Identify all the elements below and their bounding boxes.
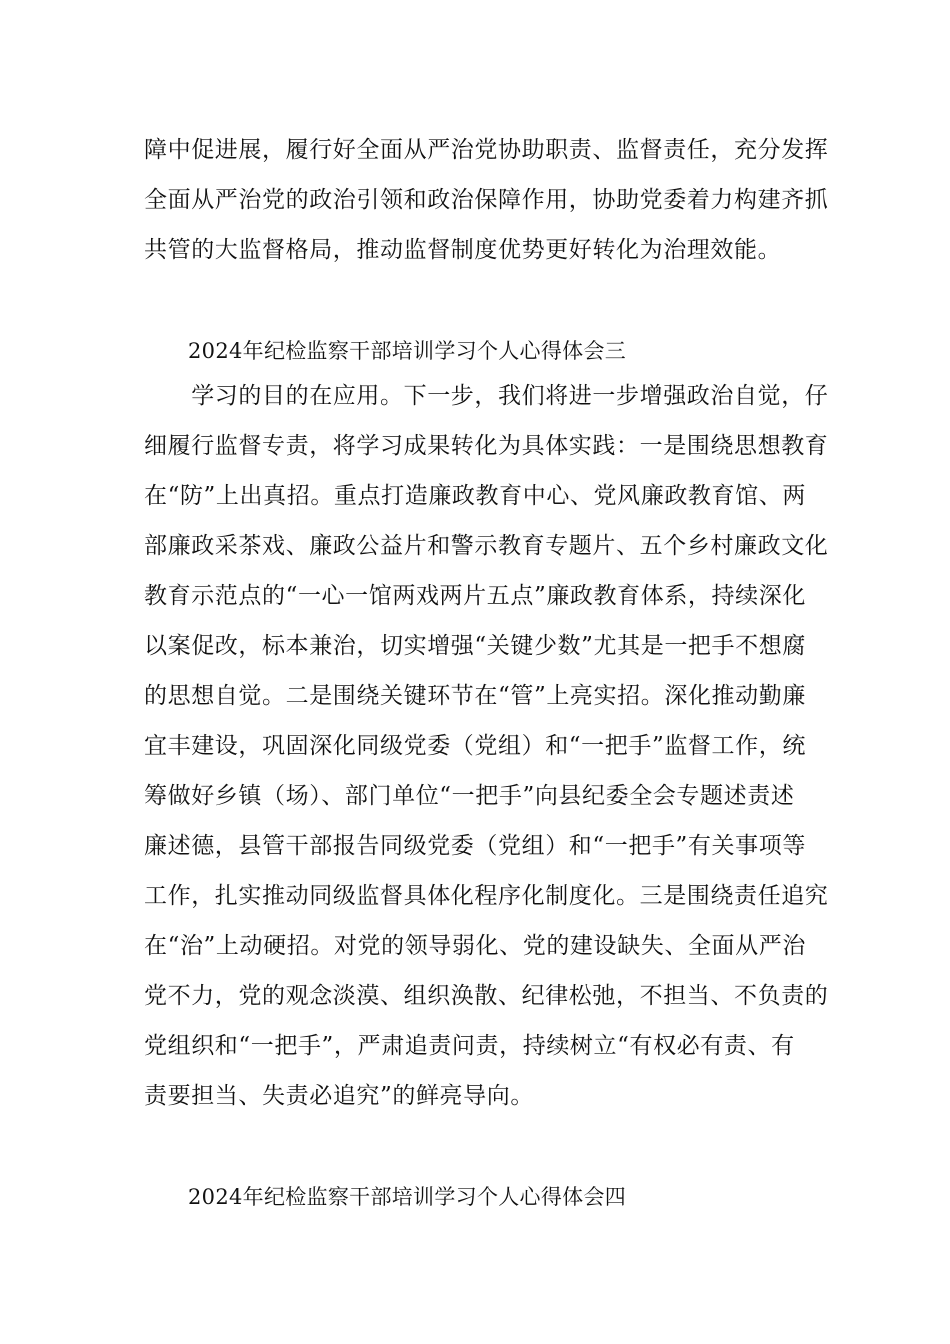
text-line: 以案促改，标本兼治，切实增强“关键少数”尤其是一把手不想腐 bbox=[144, 633, 806, 659]
text-line: 工作，扎实推动同级监督具体化程序化制度化。三是围绕责任追究 bbox=[144, 883, 829, 909]
text-line: 筹做好乡镇（场）、部门单位“一把手”向县纪委全会专题述责述 bbox=[144, 783, 795, 809]
text-line: 全面从严治党的政治引领和政治保障作用，协助党委着力构建齐抓 bbox=[144, 187, 829, 213]
text-line: 党不力，党的观念淡漠、组织涣散、纪律松弛，不担当、不负责的 bbox=[144, 983, 829, 1009]
text-line: 廉述德，县管干部报告同级党委（党组）和“一把手”有关事项等 bbox=[144, 833, 806, 859]
text-line: 障中促进展，履行好全面从严治党协助职责、监督责任，充分发挥 bbox=[144, 137, 829, 163]
text-line: 党组织和“一把手”，严肃追责问责，持续树立“有权必有责、有 bbox=[144, 1033, 795, 1059]
text-line: 学习的目的在应用。下一步，我们将进一步增强政治自觉，仔 bbox=[144, 383, 829, 409]
text-line: 细履行监督专责，将学习成果转化为具体实践：一是围绕思想教育 bbox=[144, 433, 829, 459]
section-heading-three: 2024年纪检监察干部培训学习个人心得体会三 bbox=[188, 339, 627, 363]
text-line: 部廉政采茶戏、廉政公益片和警示教育专题片、五个乡村廉政文化 bbox=[144, 533, 829, 559]
paragraph-body bbox=[144, 371, 829, 1121]
text-line: 共管的大监督格局，推动监督制度优势更好转化为治理效能。 bbox=[144, 237, 782, 263]
text-line: 在“防”上出真招。重点打造廉政教育中心、党风廉政教育馆、两 bbox=[144, 483, 806, 509]
text-line: 宜丰建设，巩固深化同级党委（党组）和“一把手”监督工作，统 bbox=[144, 733, 806, 759]
section-heading-four: 2024年纪检监察干部培训学习个人心得体会四 bbox=[188, 1185, 627, 1209]
text-line: 的思想自觉。二是围绕关键环节在“管”上亮实招。深化推动勤廉 bbox=[144, 683, 806, 709]
text-line: 责要担当、失责必追究”的鲜亮导向。 bbox=[144, 1083, 534, 1109]
text-line: 在“治”上动硬招。对党的领导弱化、党的建设缺失、全面从严治 bbox=[144, 933, 806, 959]
text-line: 教育示范点的“一心一馆两戏两片五点”廉政教育体系，持续深化 bbox=[144, 583, 806, 609]
paragraph-continued bbox=[144, 125, 829, 275]
